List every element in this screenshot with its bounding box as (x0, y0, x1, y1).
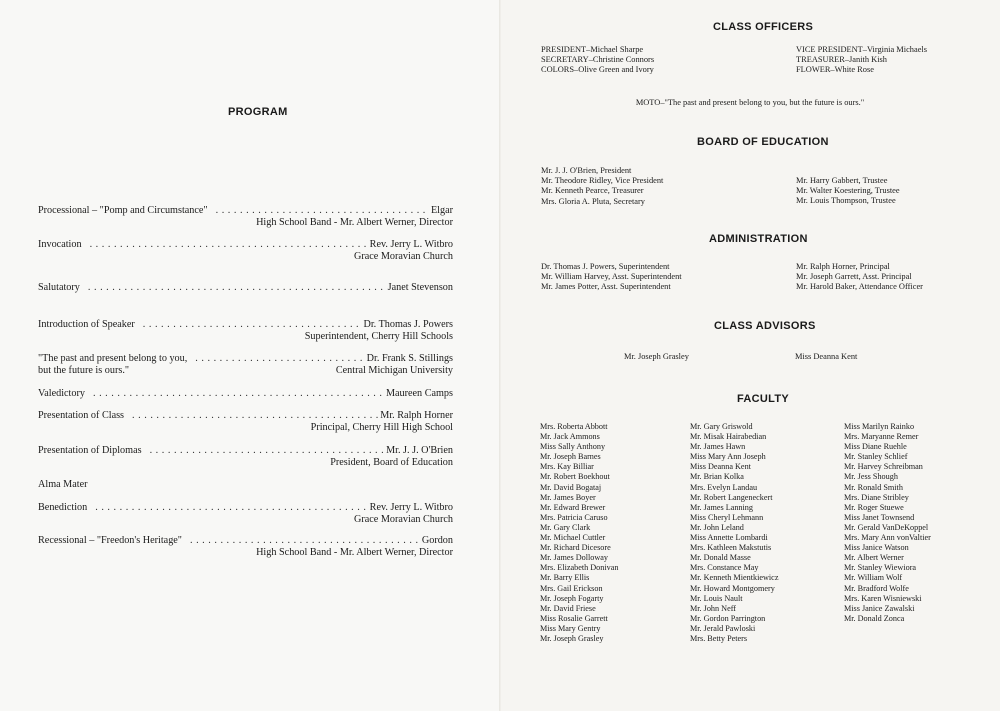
faculty-column (844, 422, 931, 624)
program-item-detail: Grace Moravian Church (353, 251, 453, 262)
faculty-member: Mrs. Evelyn Landau (690, 482, 758, 492)
faculty-member: Miss Deanna Kent (690, 462, 751, 472)
leader-dots (90, 239, 368, 251)
faculty-member: Mrs. Gail Erickson (540, 583, 603, 593)
administrator: Mr. James Potter, Asst. Superintendent (541, 282, 671, 292)
faculty-member: Mr. James Dolloway (540, 553, 608, 563)
page-fold (499, 0, 501, 711)
faculty-member: Mr. Jack Ammons (540, 432, 600, 442)
faculty-member: Mr. John Neff (690, 603, 737, 613)
faculty-column (690, 422, 778, 644)
faculty-member: Mr. Kenneth Mientkiewicz (690, 573, 779, 583)
board-member: Mr. Kenneth Pearce, Treasurer (541, 186, 644, 196)
board-left (541, 166, 663, 207)
faculty-member: Mr. Bradford Wolfe (844, 583, 909, 593)
officer-entry: SECRETARY–Christine Connors (541, 55, 655, 65)
administrator: Mr. Ralph Horner, Principal (796, 262, 890, 271)
program-item-performer: Rev. Jerry L. Witbro (369, 502, 453, 513)
faculty-member: Mrs. Roberta Abbott (540, 422, 608, 431)
program-item (38, 239, 453, 263)
faculty-member: Mr. Joseph Barnes (540, 452, 601, 462)
officers-right (796, 45, 927, 76)
program-item (38, 388, 453, 400)
program-item-performer: Rev. Jerry L. Witbro (369, 239, 453, 250)
faculty-member: Mrs. Diane Stribley (844, 492, 909, 502)
faculty-member: Mr. Robert Langeneckert (690, 492, 773, 502)
faculty-member: Mr. Stanley Wiewiora (844, 563, 917, 573)
faculty-member: Mr. Robert Boekhout (540, 472, 610, 482)
program-item-detail: High School Band - Mr. Albert Werner, Director (256, 547, 453, 558)
program-item-detail: President, Board of Education (330, 457, 453, 468)
faculty-member: Mr. James Lanning (690, 502, 753, 512)
leader-dots (190, 535, 420, 547)
program-item (38, 479, 453, 491)
program-heading: PROGRAM (228, 106, 288, 118)
board-of-education-heading: BOARD OF EDUCATION (697, 136, 829, 148)
leader-dots (216, 205, 429, 217)
faculty-member: Mr. Michael Cuttler (540, 533, 606, 543)
faculty-member: Mrs. Constance May (690, 563, 759, 573)
program-item-label: Recessional – "Freedon's Heritage" (38, 535, 182, 546)
faculty-member: Mr. Stanley Schlief (844, 452, 908, 462)
program-item-detail: Superintendent, Cherry Hill Schools (304, 331, 453, 342)
faculty-member: Mr. Gerald VanDeKoppel (844, 522, 929, 532)
program-item-label: Alma Mater (38, 479, 88, 490)
officer-entry: VICE PRESIDENT–Virginia Michaels (796, 45, 928, 54)
program-item (38, 445, 453, 469)
faculty-member: Miss Cheryl Lehmann (690, 512, 764, 522)
program-item (38, 282, 453, 294)
program-item-label: Processional – "Pomp and Circumstance" (38, 205, 208, 216)
program-item-performer: Dr. Frank S. Stillings (366, 353, 453, 364)
faculty-member: Miss Janice Watson (844, 543, 909, 553)
faculty-member: Mr. Roger Stuewe (844, 502, 904, 512)
program-item (38, 410, 453, 434)
faculty-member: Miss Mary Gentry (540, 623, 601, 633)
faculty-member: Miss Diane Ruehle (844, 442, 907, 452)
faculty-member: Mr. Howard Montgomery (690, 583, 775, 593)
administration-heading: ADMINISTRATION (709, 233, 808, 245)
board-member: Mrs. Gloria A. Pluta, Secretary (541, 196, 645, 206)
board-right (796, 176, 900, 207)
faculty-member: Mr. Donald Zonca (844, 613, 905, 623)
faculty-member: Mr. Jerald Pawloski (690, 623, 756, 633)
officer-entry: FLOWER–White Rose (796, 65, 874, 75)
officer-entry: PRESIDENT–Michael Sharpe (541, 45, 644, 54)
faculty-member: Mrs. Patricia Caruso (540, 512, 608, 522)
board-member: Mr. Louis Thompson, Trustee (796, 196, 896, 206)
faculty-member: Mr. William Wolf (844, 573, 903, 583)
leader-dots (150, 445, 385, 457)
program-item-performer: Mr. J. J. O'Brien (386, 445, 453, 456)
faculty-member: Miss Marilyn Rainko (844, 422, 915, 431)
faculty-column (540, 422, 618, 644)
program-item-label: Invocation (38, 239, 82, 250)
faculty-member: Mr. Louis Nault (690, 593, 743, 603)
program-item-performer: Gordon (421, 535, 453, 546)
faculty-member: Miss Mary Ann Joseph (690, 452, 766, 462)
leader-dots (132, 410, 378, 422)
leader-dots (195, 353, 364, 365)
program-item-label-continued: but the future is ours." (38, 365, 130, 376)
faculty-member: Mr. Barry Ellis (540, 573, 590, 583)
faculty-member: Mr. David Bogataj (540, 482, 602, 492)
faculty-member: Mr. Donald Masse (690, 553, 751, 563)
faculty-member: Miss Annette Lombardi (690, 533, 768, 543)
faculty-member: Mr. Gary Griswold (690, 422, 753, 431)
program-item (38, 319, 453, 343)
faculty-heading: FACULTY (737, 393, 790, 405)
faculty-member: Mrs. Maryanne Remer (844, 432, 919, 442)
faculty-member: Miss Janice Zawalski (844, 603, 915, 613)
administrator: Mr. William Harvey, Asst. Superintendent (541, 272, 682, 282)
faculty-member: Mr. Albert Werner (844, 553, 904, 563)
faculty-member: Mr. David Friese (540, 603, 596, 613)
program-item-label: Valedictory (38, 388, 85, 399)
faculty-member: Miss Janet Townsend (844, 512, 915, 522)
program-item-detail: Central Michigan University (335, 365, 453, 376)
faculty-member: Mrs. Mary Ann vonValtier (844, 533, 931, 543)
program-item-detail: High School Band - Mr. Albert Werner, Director (256, 217, 453, 228)
program-item-performer: Mr. Ralph Horner (380, 410, 453, 421)
administrator: Mr. Harold Baker, Attendance Officer (796, 282, 923, 292)
program-item-label: Benediction (38, 502, 88, 513)
faculty-member: Mrs. Elizabeth Donivan (540, 563, 619, 573)
faculty-member: Mr. James Hawn (690, 442, 746, 452)
faculty-member: Mrs. Kathleen Makstutis (690, 543, 772, 553)
faculty-member: Mr. Jess Shough (844, 472, 898, 482)
leader-dots (93, 388, 384, 400)
leader-dots (95, 502, 367, 514)
program-item-detail: Principal, Cherry Hill High School (310, 422, 453, 433)
officer-entry: TREASURER–Janith Kish (796, 55, 887, 65)
class-advisors-heading: CLASS ADVISORS (714, 320, 816, 332)
faculty-member: Mr. Joseph Fogarty (540, 593, 604, 603)
program-item (38, 502, 453, 526)
faculty-member: Mr. Harvey Schreibman (844, 462, 923, 472)
faculty-member: Mr. Joseph Grasley (540, 633, 604, 643)
board-member: Mr. J. J. O'Brien, President (541, 166, 632, 175)
program-item-detail: Grace Moravian Church (353, 514, 453, 525)
faculty-member: Mrs. Betty Peters (690, 633, 748, 643)
leader-dots (143, 319, 362, 331)
faculty-member: Mr. John Leland (690, 522, 744, 532)
faculty-member: Mr. Ronald Smith (844, 482, 903, 492)
program-item-label: Presentation of Class (38, 410, 125, 421)
board-member: Mr. Theodore Ridley, Vice President (541, 176, 664, 186)
faculty-member: Mr. Brian Kolka (690, 472, 744, 482)
officer-entry: COLORS–Olive Green and Ivory (541, 65, 654, 75)
board-member: Mr. Harry Gabbert, Trustee (796, 176, 888, 185)
program-item-label: Salutatory (38, 282, 80, 293)
class-advisor: Miss Deanna Kent (795, 352, 858, 361)
class-motto: MOTO–"The past and present belong to you, but the future is ours." (635, 98, 865, 107)
program-item-label: "The past and present belong to you, (38, 353, 188, 364)
class-officers-heading: CLASS OFFICERS (713, 21, 814, 33)
administrator: Dr. Thomas J. Powers, Superintendent (541, 262, 670, 271)
program-item (38, 353, 453, 377)
program-item (38, 535, 453, 559)
faculty-member: Mr. Richard Dicesore (540, 543, 611, 553)
administrator: Mr. Joseph Garrett, Asst. Principal (796, 272, 912, 282)
faculty-member: Mr. Misak Hairabedian (690, 432, 767, 442)
program-item-performer: Elgar (430, 205, 453, 216)
officers-left (541, 45, 654, 76)
administration-left (541, 262, 682, 293)
faculty-member: Mrs. Kay Billiar (540, 462, 594, 472)
program-item-performer: Dr. Thomas J. Powers (363, 319, 453, 330)
board-member: Mr. Walter Koestering, Trustee (796, 186, 900, 196)
faculty-member: Mr. James Boyer (540, 492, 596, 502)
faculty-member: Mr. Gary Clark (540, 522, 591, 532)
program-item-label: Introduction of Speaker (38, 319, 135, 330)
leader-dots (88, 282, 386, 294)
program-item-performer: Maureen Camps (385, 388, 453, 399)
faculty-member: Miss Rosalie Garrett (540, 613, 608, 623)
program-item (38, 205, 453, 229)
class-advisor: Mr. Joseph Grasley (624, 352, 689, 361)
faculty-member: Mrs. Karen Wisniewski (844, 593, 922, 603)
faculty-member: Mr. Edward Brewer (540, 502, 606, 512)
faculty-member: Mr. Gordon Parrington (690, 613, 766, 623)
administration-right (796, 262, 923, 293)
program-item-performer: Janet Stevenson (387, 282, 453, 293)
program-item-label: Presentation of Diplomas (38, 445, 142, 456)
faculty-member: Miss Sally Anthony (540, 442, 606, 452)
